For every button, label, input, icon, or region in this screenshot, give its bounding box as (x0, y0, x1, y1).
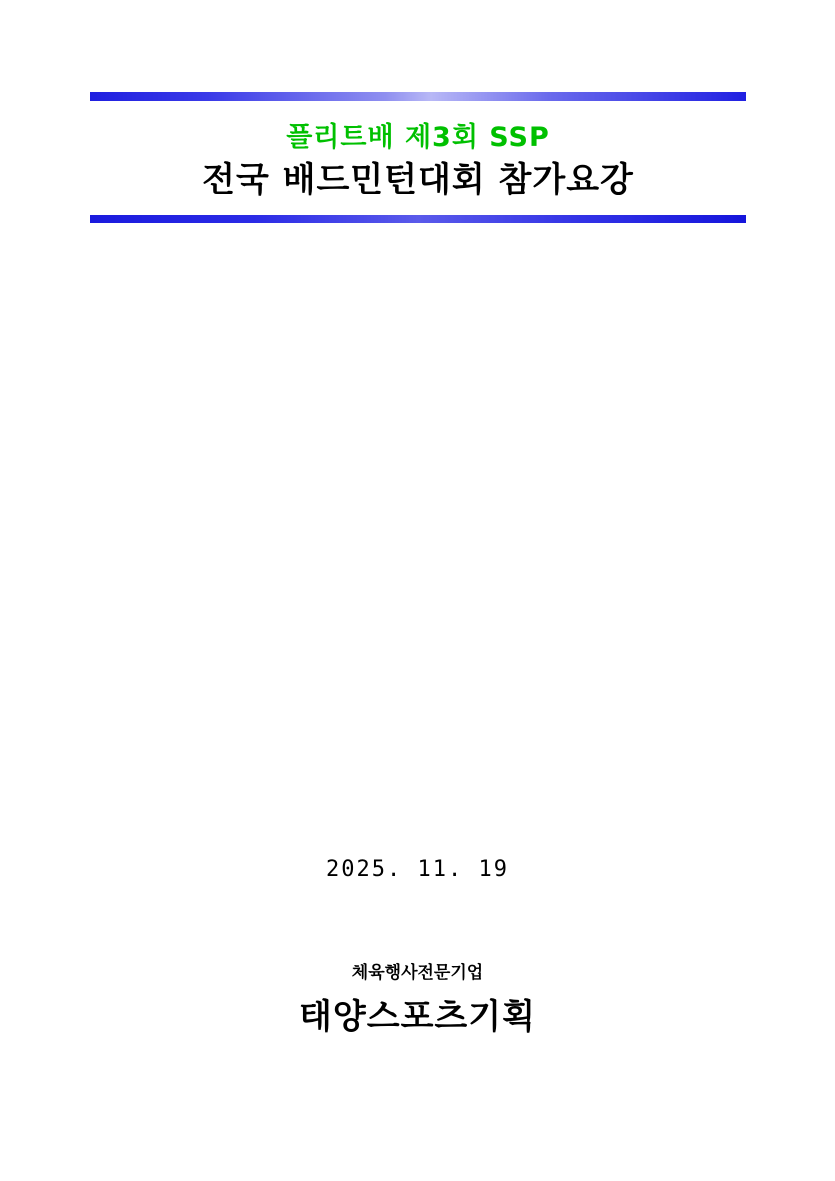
title-bottom-rule (90, 215, 746, 223)
publisher-block (0, 962, 835, 1039)
title-line-1: 플리트배 제3회 SSP (286, 122, 550, 153)
title-block (90, 92, 746, 223)
title-text-wrapper (90, 101, 746, 215)
title-top-rule (90, 92, 746, 101)
document-date: 2025. 11. 19 (326, 857, 509, 882)
title-line-2: 전국 배드민턴대회 참가요강 (202, 159, 634, 200)
publisher-name: 태양스포츠기획 (299, 997, 536, 1038)
publisher-descriptor: 체육행사전문기업 (351, 963, 484, 983)
